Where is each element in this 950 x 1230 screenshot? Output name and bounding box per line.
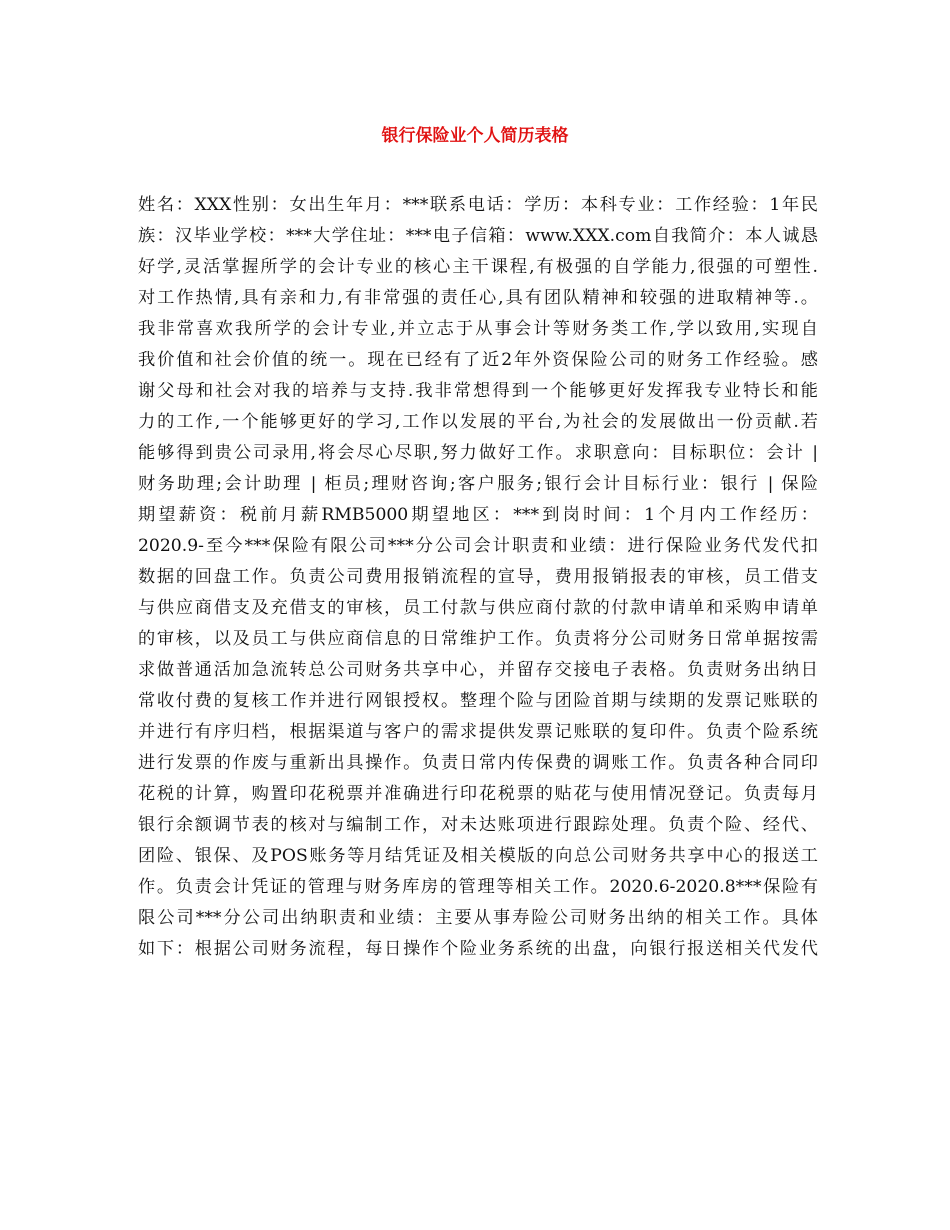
body-line: 2020.9-至今***保险有限公司***分公司会计职责和业绩：进行保险业务代发代扣 <box>138 536 818 556</box>
body-line: 如下：根据公司财务流程，每日操作个险业务系统的出盘，向银行报送相关代发代 <box>138 939 818 959</box>
body-line: 谢父母和社会对我的培养与支持.我非常想得到一个能够更好发挥我专业特长和能 <box>138 381 818 401</box>
body-line: 常收付费的复核工作并进行网银授权。整理个险与团险首期与续期的发票记账联的 <box>138 691 818 711</box>
body-line: 的审核，以及员工与供应商信息的日常维护工作。负责将分公司财务日常单据按需 <box>138 629 818 649</box>
body-line: 并进行有序归档，根据渠道与客户的需求提供发票记账联的复印件。负责个险系统 <box>138 722 818 742</box>
body-line: 与供应商借支及充借支的审核，员工付款与供应商付款的付款申请单和采购申请单 <box>138 598 818 618</box>
body-line: 姓名：XXX性别：女出生年月：***联系电话：学历：本科专业：工作经验：1年民 <box>138 195 818 215</box>
body-line: 我价值和社会价值的统一。现在已经有了近2年外资保险公司的财务工作经验。感 <box>138 350 818 370</box>
body-line: 花税的计算，购置印花税票并准确进行印花税票的贴花与使用情况登记。负责每月 <box>138 784 818 804</box>
body-line: 团险、银保、及POS账务等月结凭证及相关模版的向总公司财务共享中心的报送工 <box>138 846 818 866</box>
body-line: 求做普通活加急流转总公司财务共享中心，并留存交接电子表格。负责财务出纳日 <box>138 660 818 680</box>
body-line: 能够得到贵公司录用,将会尽心尽职,努力做好工作。求职意向：目标职位：会计 | <box>138 443 818 463</box>
body-line: 数据的回盘工作。负责公司费用报销流程的宣导，费用报销报表的审核，员工借支 <box>138 567 818 587</box>
body-line: 我非常喜欢我所学的会计专业,并立志于从事会计等财务类工作,学以致用,实现自 <box>138 319 818 339</box>
body-line: 族：汉毕业学校：***大学住址：***电子信箱：www.XXX.com自我简介：本人诚恳 <box>138 226 818 246</box>
document-body <box>138 190 818 965</box>
body-line: 好学,灵活掌握所学的会计专业的核心主干课程,有极强的自学能力,很强的可塑性. <box>138 257 818 277</box>
body-line: 力的工作,一个能够更好的学习,工作以发展的平台,为社会的发展做出一份贡献.若 <box>138 412 818 432</box>
body-line: 期望薪资：税前月薪RMB5000期望地区：***到岗时间：1个月内工作经历： <box>138 505 818 525</box>
body-line: 限公司***分公司出纳职责和业绩：主要从事寿险公司财务出纳的相关工作。具体 <box>138 908 818 928</box>
document-title: 银行保险业个人简历表格 <box>381 126 569 146</box>
body-line: 对工作热情,具有亲和力,有非常强的责任心,具有团队精神和较强的进取精神等.。 <box>138 288 818 308</box>
body-line: 银行余额调节表的核对与编制工作，对未达账项进行跟踪处理。负责个险、经代、 <box>138 815 818 835</box>
body-line: 作。负责会计凭证的管理与财务库房的管理等相关工作。2020.6-2020.8***保险有 <box>138 877 818 897</box>
body-line: 财务助理;会计助理 | 柜员;理财咨询;客户服务;银行会计目标行业：银行 | 保险 <box>138 474 818 494</box>
body-line: 进行发票的作废与重新出具操作。负责日常内传保费的调账工作。负责各种合同印 <box>138 753 818 773</box>
